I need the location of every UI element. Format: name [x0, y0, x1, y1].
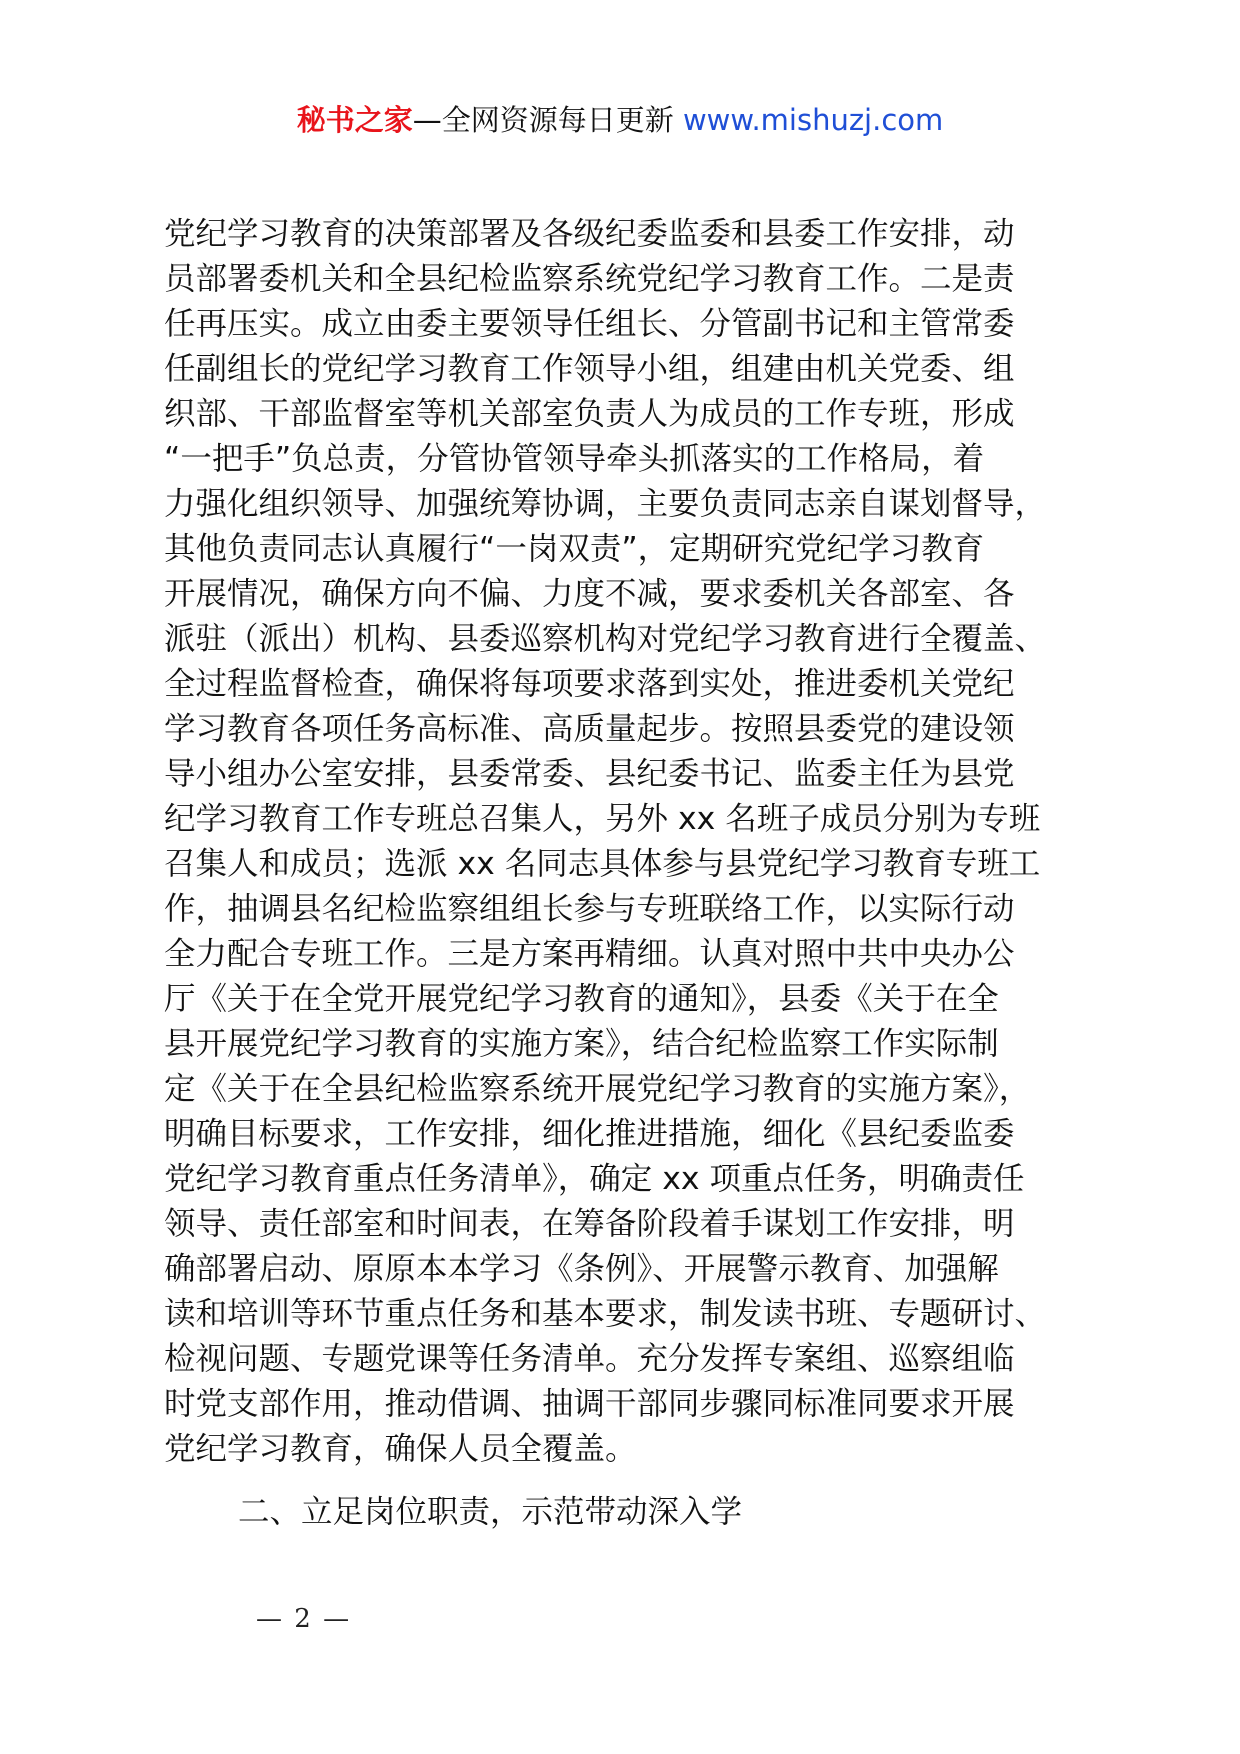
- site-url-link[interactable]: www.mishuzj.com: [682, 103, 944, 137]
- body-line: 领导、责任部室和时间表，在筹备阶段着手谋划工作安排，明: [164, 1206, 1015, 1242]
- body-line: 厅《关于在全党开展党纪学习教育的通知》，县委《关于在全: [164, 981, 999, 1017]
- body-line: 作，抽调县名纪检监察组组长参与专班联络工作，以实际行动: [164, 891, 1015, 927]
- body-line: 任副组长的党纪学习教育工作领导小组，组建由机关党委、组: [164, 351, 1015, 387]
- body-line: 全过程监督检查，确保将每项要求落到实处，推进委机关党纪: [164, 666, 1015, 702]
- body-line: 导小组办公室安排，县委常委、县纪委书记、监委主任为县党: [164, 756, 1015, 792]
- body-line: 其他负责同志认真履行“一岗双责”，定期研究党纪学习教育: [164, 531, 985, 567]
- banner-tagline: —全网资源每日更新: [412, 103, 674, 137]
- body-line: 力强化组织领导、加强统筹协调，主要负责同志亲自谋划督导，: [164, 486, 1047, 522]
- body-line: “一把手”负总责，分管协管领导牵头抓落实的工作格局，着: [164, 441, 985, 477]
- body-line: 党纪学习教育，确保人员全覆盖。: [164, 1431, 637, 1467]
- body-line: 确部署启动、原原本本学习《条例》、开展警示教育、加强解: [164, 1251, 999, 1287]
- body-line: 员部署委机关和全县纪检监察系统党纪学习教育工作。二是责: [164, 261, 1015, 297]
- body-line: 召集人和成员；选派 xx 名同志具体参与县党纪学习教育专班工: [164, 846, 1041, 882]
- body-line: 县开展党纪学习教育的实施方案》，结合纪检监察工作实际制: [164, 1026, 999, 1062]
- body-line: 定《关于在全县纪检监察系统开展党纪学习教育的实施方案》，: [164, 1071, 1031, 1107]
- body-line: 时党支部作用，推动借调、抽调干部同步骤同标准同要求开展: [164, 1386, 1015, 1422]
- body-line: 开展情况，确保方向不偏、力度不减，要求委机关各部室、各: [164, 576, 1015, 612]
- body-line: 织部、干部监督室等机关部室负责人为成员的工作专班，形成: [164, 396, 1015, 432]
- body-line: 读和培训等环节重点任务和基本要求，制发读书班、专题研讨、: [164, 1296, 1047, 1332]
- body-line: 纪学习教育工作专班总召集人，另外 xx 名班子成员分别为专班: [164, 801, 1041, 837]
- section-heading: 二、立足岗位职责，示范带动深入学: [238, 1494, 743, 1530]
- body-text: [164, 212, 1124, 1472]
- site-banner: [0, 100, 1240, 140]
- body-line: 明确目标要求，工作安排，细化推进措施，细化《县纪委监委: [164, 1116, 1015, 1152]
- page-number: — 2 —: [256, 1604, 352, 1634]
- body-line: 学习教育各项任务高标准、高质量起步。按照县委党的建设领: [164, 711, 1015, 747]
- body-line: 党纪学习教育的决策部署及各级纪委监委和县委工作安排，动: [164, 216, 1015, 252]
- body-line: 派驻（派出）机构、县委巡察机构对党纪学习教育进行全覆盖、: [164, 621, 1047, 657]
- brand-name: 秘书之家: [296, 103, 413, 137]
- body-line: 全力配合专班工作。三是方案再精细。认真对照中共中央办公: [164, 936, 1015, 972]
- body-line: 党纪学习教育重点任务清单》，确定 xx 项重点任务，明确责任: [164, 1161, 1025, 1197]
- body-line: 检视问题、专题党课等任务清单。充分发挥专案组、巡察组临: [164, 1341, 1015, 1377]
- body-line: 任再压实。成立由委主要领导任组长、分管副书记和主管常委: [164, 306, 1015, 342]
